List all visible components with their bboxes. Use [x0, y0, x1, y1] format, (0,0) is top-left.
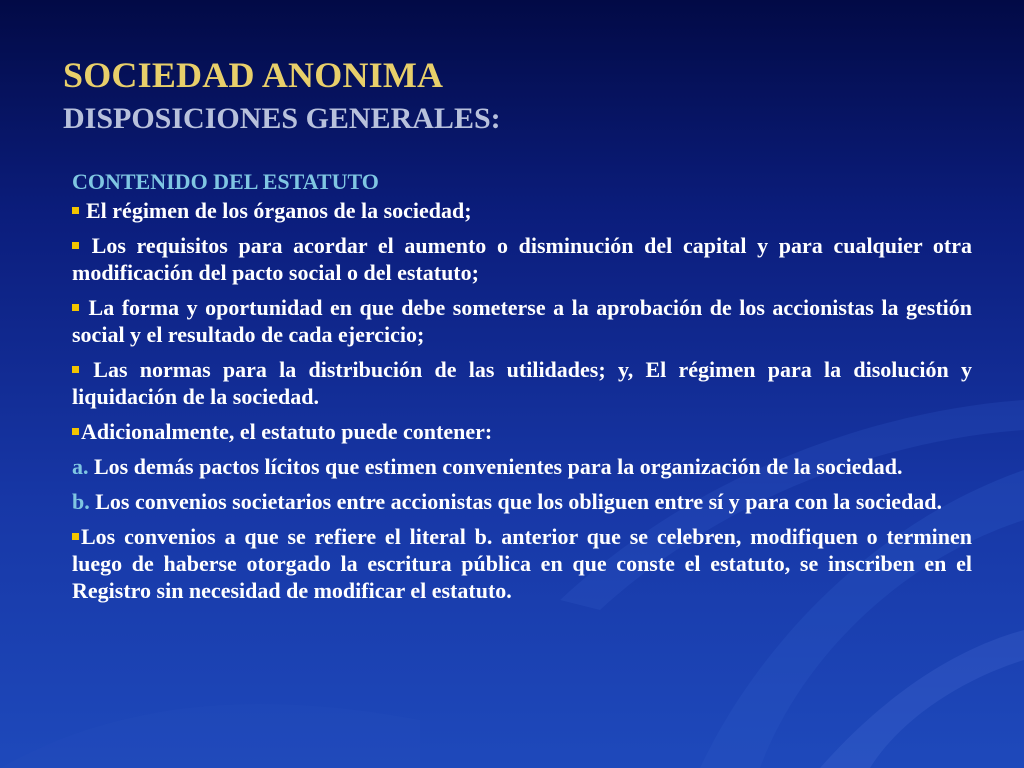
list-item-text: Adicionalmente, el estatuto puede contener:: [81, 419, 493, 444]
list-item-text: La forma y oportunidad en que debe someterse a la aprobación de los accionistas la gestión social y el resultado de cada ejercicio;: [72, 295, 973, 347]
square-bullet-icon: [72, 304, 79, 311]
list-item-lettered: [72, 453, 972, 480]
slide-content: [72, 168, 972, 612]
list-item-text: Los requisitos para acordar el aumento o disminución del capital y para cualquier otra modificación del pacto social o del estatuto;: [72, 233, 973, 285]
section-heading: CONTENIDO DEL ESTATUTO: [72, 169, 379, 194]
list-item: [72, 232, 972, 286]
square-bullet-icon: [72, 428, 79, 435]
list-item: [72, 418, 972, 445]
slide-subtitle: DISPOSICIONES GENERALES:: [63, 102, 501, 135]
square-bullet-icon: [72, 242, 79, 249]
list-letter: a.: [72, 454, 89, 479]
list-letter: b.: [72, 489, 90, 514]
list-item-text: Los demás pactos lícitos que estimen convenientes para la organización de la sociedad.: [94, 454, 903, 479]
list-item-text: Las normas para la distribución de las utilidades; y, El régimen para la disolución y liquidación de la sociedad.: [72, 357, 973, 409]
list-item: [72, 197, 972, 224]
list-item-text: Los convenios a que se refiere el literal b. anterior que se celebren, modifiquen o terminen luego de haberse otorgado la escritura pública en que conste el estatuto, se inscriben en el Registro sin necesidad de modificar el estatuto.: [72, 524, 972, 603]
list-item-text: El régimen de los órganos de la sociedad;: [86, 198, 472, 223]
square-bullet-icon: [72, 533, 79, 540]
list-item-text: Los convenios societarios entre accionistas que los obliguen entre sí y para con la sociedad.: [95, 489, 943, 514]
square-bullet-icon: [72, 207, 79, 214]
list-item: [72, 294, 972, 348]
list-item: [72, 523, 972, 604]
list-item-lettered: [72, 488, 972, 515]
square-bullet-icon: [72, 366, 79, 373]
list-item: [72, 356, 972, 410]
slide-title: SOCIEDAD ANONIMA: [63, 55, 444, 95]
